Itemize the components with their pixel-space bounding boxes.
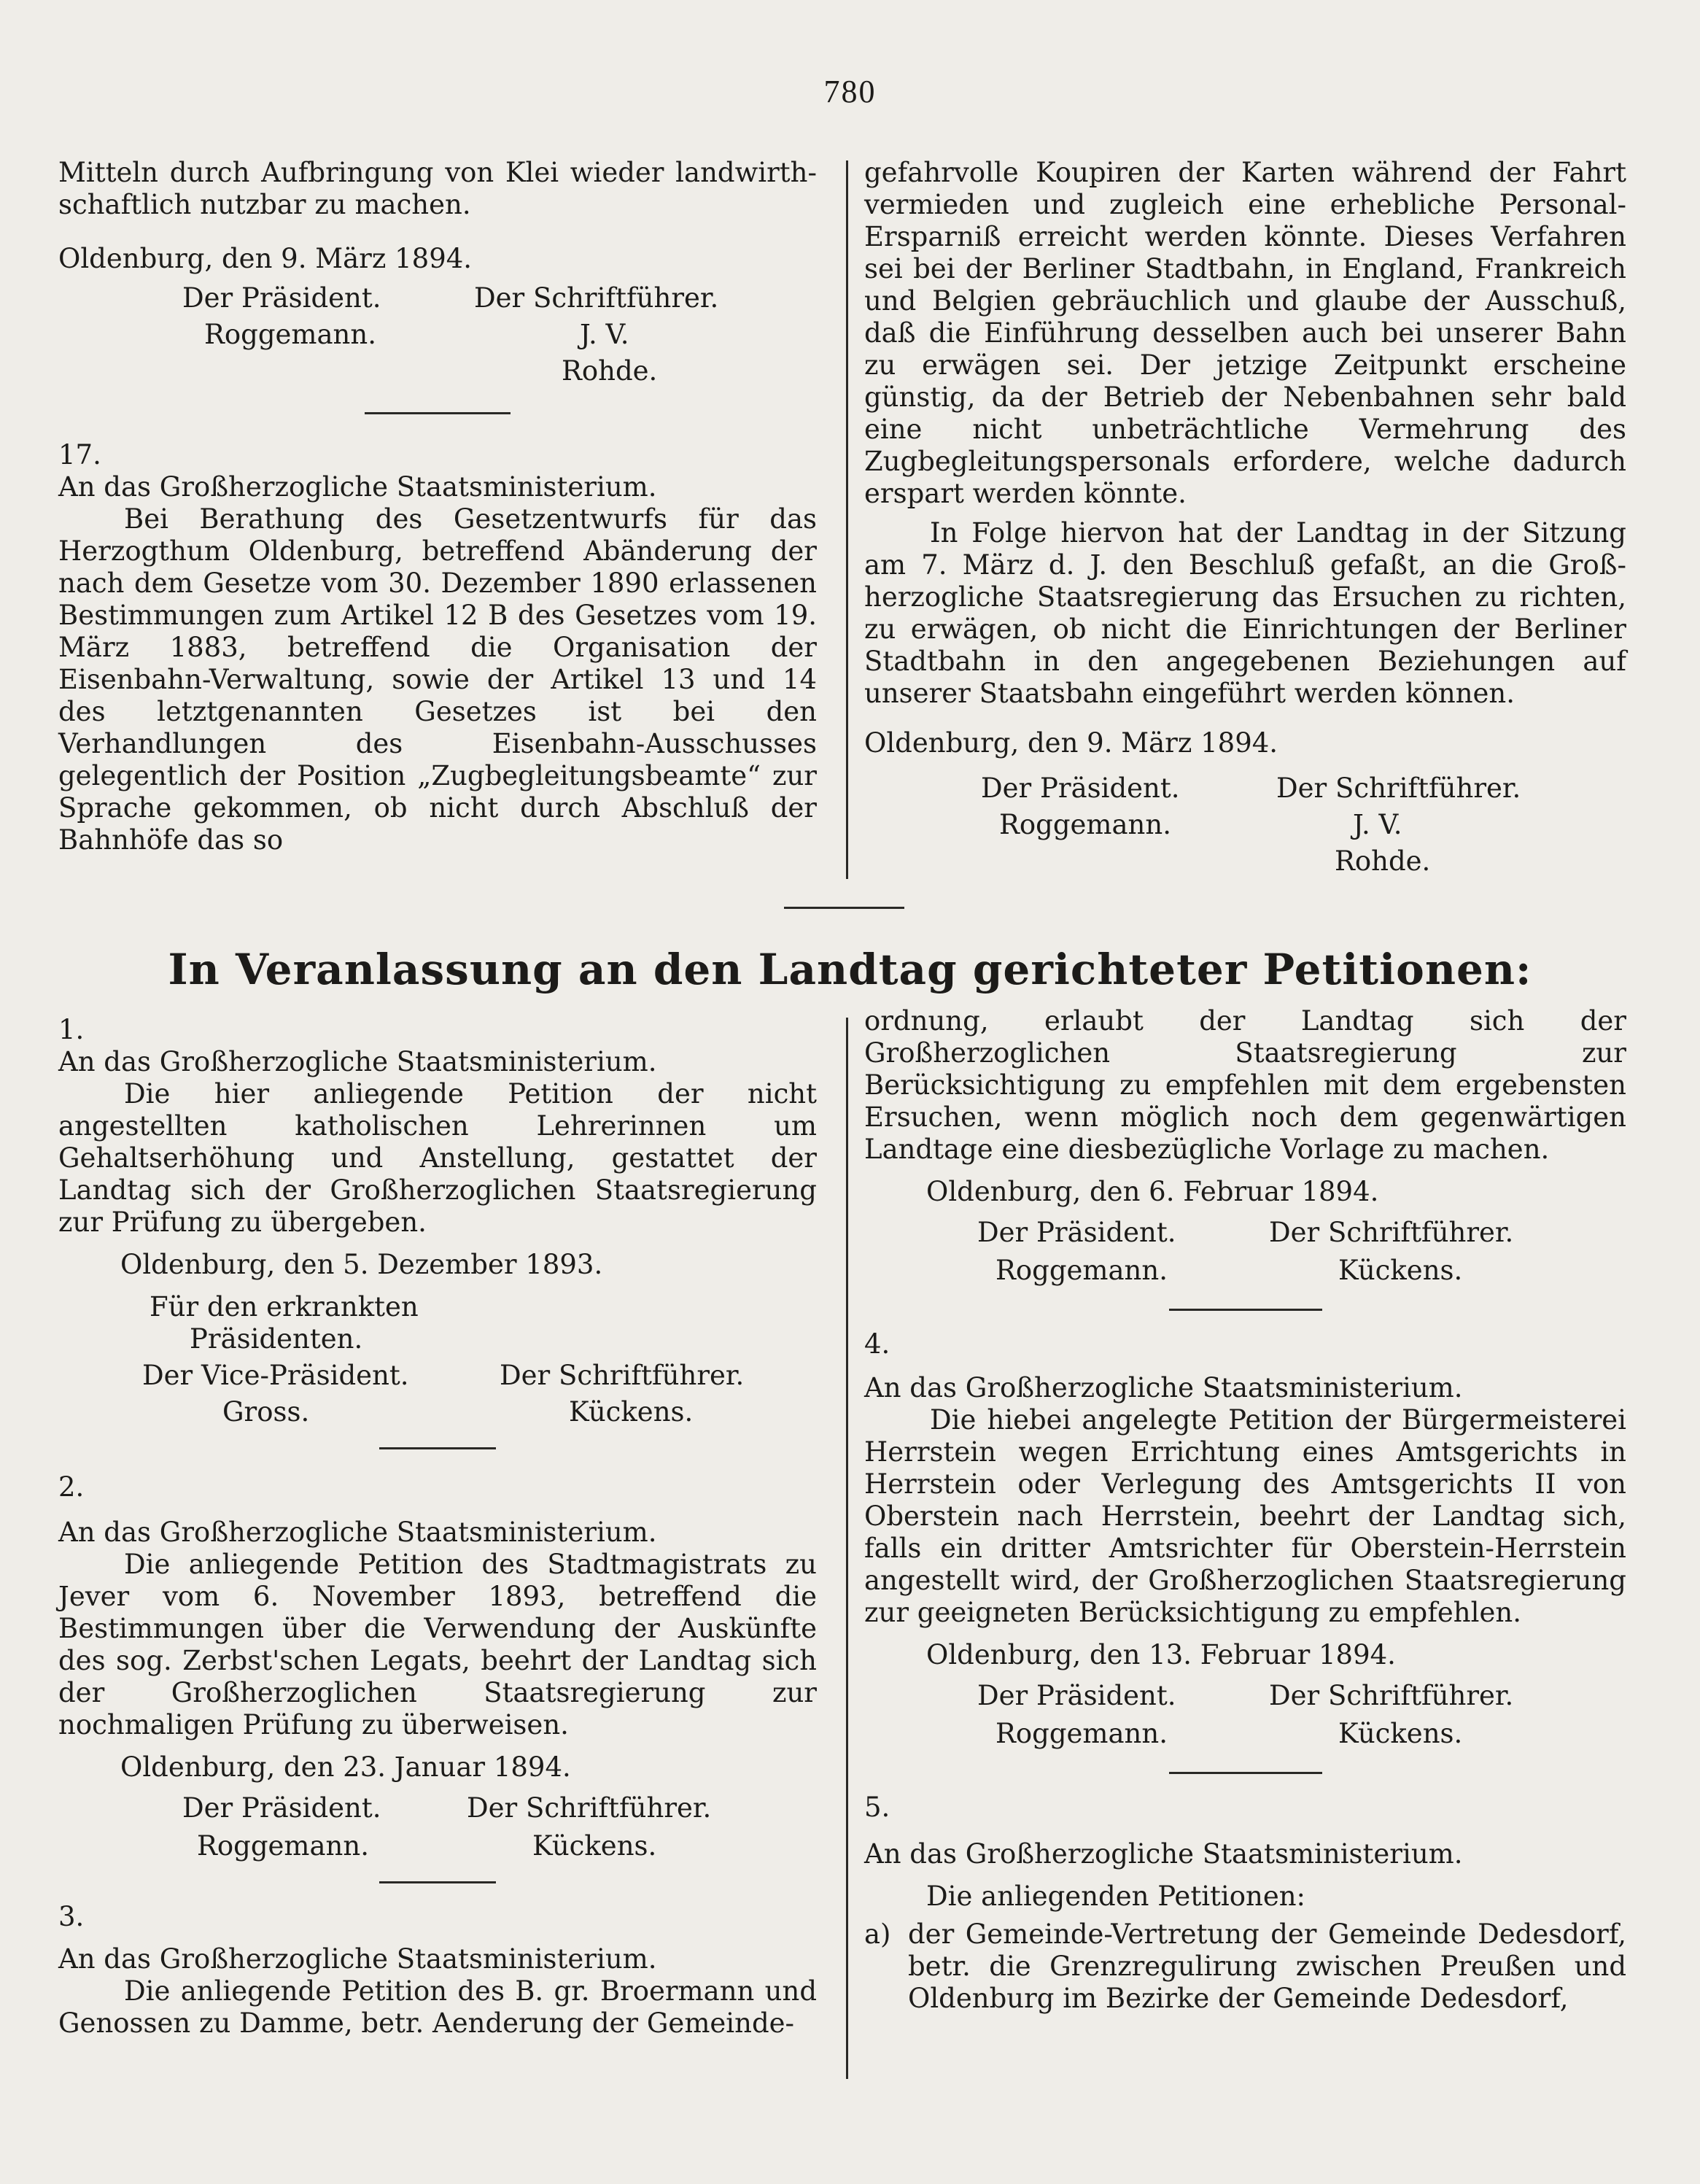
signature-left-name: Roggemann. xyxy=(197,1830,369,1862)
signature-extra-row xyxy=(864,845,1626,878)
signature-names-row xyxy=(58,1396,817,1428)
place-date: Oldenburg, den 9. März 1894. xyxy=(864,727,1278,759)
section-address: An das Großherzogliche Staatsministerium. xyxy=(58,471,657,503)
petition-body-continuation: ordnung, erlaubt der Landtag sich der Großherzoglichen Staatsregierung zur Berücksichtigung zu empfehlen mit dem ergebensten Ersuchen, wenn möglich noch dem gegenwärtigen Landtage eine diesbezügliche Vorlage zu machen. xyxy=(864,1005,1626,1165)
section-number: 17. xyxy=(58,439,101,471)
heading-rule xyxy=(784,907,904,909)
list-item-label: a) xyxy=(864,1918,891,1950)
signature-note-1: Für den erkrankten xyxy=(150,1291,419,1323)
petition-number: 1. xyxy=(58,1014,85,1045)
section-rule xyxy=(1169,1309,1322,1311)
signature-right-name: Kückens. xyxy=(1338,1718,1463,1749)
signature-right-iv: J. V. xyxy=(1353,809,1402,840)
signature-right-title: Der Schriftführer. xyxy=(474,282,719,314)
signature-note-2: Präsidenten. xyxy=(190,1323,363,1355)
place-date: Oldenburg, den 13. Februar 1894. xyxy=(926,1639,1396,1670)
lower-left-column xyxy=(58,1007,817,2040)
petition-address: An das Großherzogliche Staatsministerium. xyxy=(58,1943,657,1975)
petition-address: An das Großherzogliche Staatsministerium. xyxy=(864,1372,1463,1403)
signature-left-title: Der Vice-Präsident. xyxy=(142,1360,409,1391)
signature-titles-row xyxy=(58,1360,817,1392)
signature-right-title: Der Schriftführer. xyxy=(500,1360,745,1391)
place-date: Oldenburg, den 5. Dezember 1893. xyxy=(120,1249,603,1280)
signature-extra-row xyxy=(58,355,817,387)
page-number: 780 xyxy=(823,74,877,109)
signature-right-title: Der Schriftführer. xyxy=(1269,1217,1514,1248)
lower-right-column xyxy=(864,1005,1626,2015)
petition-number: 3. xyxy=(58,1901,85,1932)
signature-right-name: Rohde. xyxy=(562,355,658,387)
signature-left-name: Roggemann. xyxy=(204,319,376,350)
top-left-column xyxy=(58,157,817,856)
signature-left-name: Gross. xyxy=(222,1396,310,1428)
signature-names-row xyxy=(864,1718,1626,1750)
paragraph: In Folge hiervon hat der Landtag in der Sitzung am 7. März d. J. den Beschluß gefaßt, an die Großherzogliche Staatsregierung das Ersuchen zu richten, zu erwägen, ob nicht die Einrichtungen der Berliner Stadtbahn in den angegebenen Beziehungen auf unserer Staatsbahn eingeführt werden können. xyxy=(864,517,1626,709)
list-item xyxy=(864,1918,1626,2015)
place-date: Oldenburg, den 23. Januar 1894. xyxy=(120,1751,571,1783)
paragraph-continuation: gefahrvolle Koupiren der Karten während der Fahrt vermieden und zugleich eine erhebliche Personal-Ersparniß erreicht werden könnte. Dieses Verfahren sei bei der Berliner Stadtbahn, in England, Frankreich und Belgien gebräuchlich und glaube der Ausschuß, daß die Einführung desselben auch bei unserer Bahn zu erwägen sei. Der jetzige Zeitpunkt erscheine günstig, da der Betrieb der Nebenbahnen sehr bald eine nicht unbeträchtliche Vermehrung des Zugbegleitungspersonals erfordere, welche dadurch erspart werden könnte. xyxy=(864,157,1626,509)
petition-body: Die anliegende Petition des Stadtmagistrats zu Jever vom 6. November 1893, betreffend die Bestimmungen über die Verwendung der Auskünfte des sog. Zerbst'schen Legats, beehrt der Landtag sich der Großherzoglichen Staatsregierung zur nochmaligen Prüfung zu überweisen. xyxy=(58,1549,817,1740)
signature-left-title: Der Präsident. xyxy=(182,282,381,314)
signature-right-title: Der Schriftführer. xyxy=(1269,1680,1514,1711)
signature-left-name: Roggemann. xyxy=(995,1718,1168,1749)
petition-intro: Die anliegenden Petitionen: xyxy=(926,1881,1306,1912)
signature-names-row xyxy=(58,1830,817,1862)
signature-titles-row xyxy=(864,772,1626,805)
signature-left-title: Der Präsident. xyxy=(981,772,1180,804)
section-rule xyxy=(379,1881,496,1883)
petition-number: 5. xyxy=(864,1792,890,1823)
petition-number: 2. xyxy=(58,1471,85,1503)
signature-left-name: Roggemann. xyxy=(995,1255,1168,1286)
petition-address: An das Großherzogliche Staatsministerium. xyxy=(864,1838,1463,1870)
signature-right-name: Kückens. xyxy=(532,1830,657,1862)
signature-names-row xyxy=(864,809,1626,841)
signature-titles-row xyxy=(58,282,817,314)
signature-names-row xyxy=(864,1255,1626,1287)
section-heading: In Veranlassung an den Landtag gerichteter Petitionen: xyxy=(168,945,1532,994)
section-body: Bei Berathung des Gesetzentwurfs für das Herzogthum Oldenburg, betreffend Abänderung der nach dem Gesetze vom 30. Dezember 1890 erlassenen Bestimmungen zum Artikel 12 B des Gesetzes vom 19. März 1883, betreffend die Organisation der Eisenbahn-Verwaltung, sowie der Artikel 13 und 14 des letztgenannten Gesetzes ist bei den Verhandlungen des Eisenbahn-Ausschusses gelegentlich der Position „Zugbegleitungsbeamte“ zur Sprache gekommen, ob nicht durch Abschluß der Bahnhöfe das so xyxy=(58,503,817,856)
signature-right-name: Kückens. xyxy=(569,1396,694,1428)
list-item-text: der Gemeinde-Vertretung der Gemeinde Dedesdorf, betr. die Grenzregulirung zwischen Preußen und Oldenburg im Bezirke der Gemeinde Dedesdorf, xyxy=(908,1918,1626,2014)
signature-names-row xyxy=(58,319,817,351)
signature-right-title: Der Schriftführer. xyxy=(1276,772,1521,804)
petition-body: Die hiebei angelegte Petition der Bürgermeisterei Herrstein wegen Errichtung eines Amtsgerichts in Herrstein oder Verlegung des Amtsgerichts II von Oberstein nach Herrstein, beehrt der Landtag sich, falls ein dritter Amtsrichter für Oberstein-Herrstein angestellt wird, der Großherzoglichen Staatsregierung zur geeigneten Berücksichtigung zu empfehlen. xyxy=(864,1404,1626,1628)
signature-right-name: Rohde. xyxy=(1335,845,1431,877)
signature-titles-row xyxy=(864,1680,1626,1712)
petition-address: An das Großherzogliche Staatsministerium. xyxy=(58,1046,657,1077)
signature-left-name: Roggemann. xyxy=(999,809,1171,840)
signature-left-title: Der Präsident. xyxy=(977,1680,1176,1711)
signature-right-iv: J. V. xyxy=(580,319,629,350)
section-rule xyxy=(365,412,511,414)
section-rule xyxy=(379,1447,496,1449)
place-date: Oldenburg, den 9. März 1894. xyxy=(58,243,473,274)
signature-left-title: Der Präsident. xyxy=(977,1217,1176,1248)
place-date: Oldenburg, den 6. Februar 1894. xyxy=(926,1176,1379,1207)
signature-note-row xyxy=(58,1291,817,1323)
petition-address: An das Großherzogliche Staatsministerium. xyxy=(58,1517,657,1548)
petition-body: Die anliegende Petition des B. gr. Broermann und Genossen zu Damme, betr. Aenderung der Gemeinde- xyxy=(58,1975,817,2039)
signature-right-name: Kückens. xyxy=(1338,1255,1463,1286)
paragraph-continuation: Mitteln durch Aufbringung von Klei wieder landwirthschaftlich nutzbar zu machen. xyxy=(58,157,817,220)
signature-titles-row xyxy=(864,1217,1626,1249)
petition-body: Die hier anliegende Petition der nicht angestellten katholischen Lehrerinnen um Gehaltserhöhung und Anstellung, gestattet der Landtag sich der Großherzoglichen Staatsregierung zur Prüfung zu übergeben. xyxy=(58,1078,817,1238)
signature-note-row xyxy=(58,1323,817,1355)
section-rule xyxy=(1169,1772,1322,1774)
top-right-column xyxy=(864,157,1626,878)
signature-titles-row xyxy=(58,1792,817,1824)
signature-left-title: Der Präsident. xyxy=(182,1792,381,1824)
signature-right-title: Der Schriftführer. xyxy=(467,1792,712,1824)
column-divider xyxy=(846,1018,848,2079)
petition-number: 4. xyxy=(864,1328,890,1360)
column-divider xyxy=(846,160,848,879)
